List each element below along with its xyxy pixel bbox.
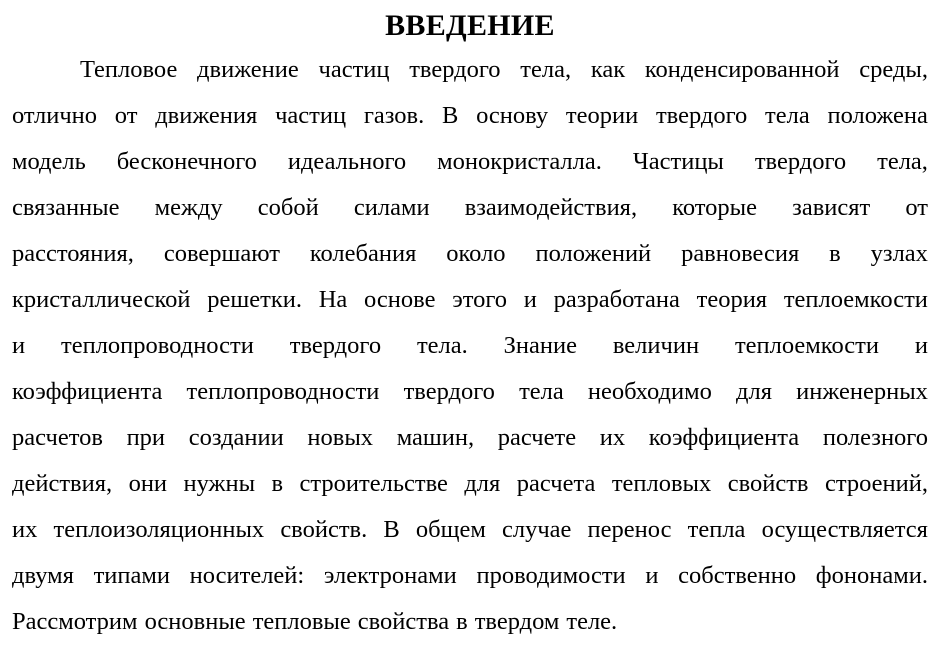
paragraph-line (12, 185, 928, 231)
paragraph-line (12, 507, 928, 553)
word: необходимо (587, 378, 712, 405)
word: проводимости (476, 562, 626, 589)
word: теле. (566, 608, 618, 635)
word: расчете (497, 424, 577, 451)
word: твердого (409, 56, 501, 83)
word: Частицы (632, 148, 724, 175)
word: тепла (687, 516, 746, 543)
word: твердого (754, 148, 847, 175)
word: расчетов (12, 424, 103, 451)
word: расстояния, (12, 240, 134, 267)
word: расчета (516, 470, 596, 497)
word: свойства (357, 608, 450, 635)
word: они (128, 470, 168, 497)
word: частиц (318, 56, 390, 83)
word: отлично (12, 102, 98, 129)
word: теплопроводности (186, 378, 380, 405)
word: которые (672, 194, 758, 221)
word: между (154, 194, 223, 221)
word: твердого (289, 332, 382, 359)
word: создании (188, 424, 284, 451)
word: в (456, 608, 468, 635)
paragraph-line (12, 323, 928, 369)
word: тепловых (611, 470, 712, 497)
word: для (464, 470, 501, 497)
word: тела. (416, 332, 468, 359)
word: Рассмотрим (12, 608, 138, 635)
word: этого (452, 286, 508, 313)
word: фононами. (815, 562, 928, 589)
word: теплопроводности (61, 332, 254, 359)
word: В (383, 516, 400, 543)
word: тела, (520, 56, 572, 83)
word: разработана (553, 286, 680, 313)
word: в (271, 470, 284, 497)
word: колебания (309, 240, 417, 267)
word: машин, (396, 424, 475, 451)
word: случае (501, 516, 572, 543)
paragraph-line (12, 47, 928, 93)
word: В (441, 102, 459, 129)
word: твердого (655, 102, 748, 129)
word: носителей: (189, 562, 305, 589)
word: теории (565, 102, 639, 129)
word: строительстве (299, 470, 448, 497)
word: при (126, 424, 166, 451)
word: перенос (587, 516, 672, 543)
word: теплоизоляционных (53, 516, 265, 543)
word: твердом (474, 608, 560, 635)
word: и (914, 332, 928, 359)
word: электронами (323, 562, 457, 589)
word: твердого (403, 378, 495, 405)
word: конденсированной (644, 56, 840, 83)
word: силами (353, 194, 430, 221)
word: движение (197, 56, 299, 83)
word: теплоемкости (734, 332, 879, 359)
paragraph-line (12, 415, 928, 461)
word: Знание (503, 332, 577, 359)
word: инженерных (796, 378, 928, 405)
word: действия, (12, 470, 113, 497)
word: узлах (870, 240, 928, 267)
word: основные (144, 608, 246, 635)
word: зависят (792, 194, 871, 221)
word: как (590, 56, 626, 83)
word: свойств. (280, 516, 368, 543)
word: теория (696, 286, 768, 313)
word: идеального (287, 148, 407, 175)
word: движения (155, 102, 258, 129)
paragraph-line (12, 139, 928, 185)
word: тела, (877, 148, 928, 175)
paragraph-line (12, 599, 928, 645)
word: полезного (822, 424, 928, 451)
paragraph-line (12, 369, 928, 415)
word: двумя (12, 562, 74, 589)
word: связанные (12, 194, 120, 221)
word: кристаллической (12, 286, 191, 313)
word: частиц (275, 102, 347, 129)
word: тепловые (252, 608, 351, 635)
word: На (318, 286, 348, 313)
paragraph-line (12, 553, 928, 599)
word: основе (364, 286, 436, 313)
word: осуществляется (761, 516, 928, 543)
word: и (523, 286, 537, 313)
word: свойств (727, 470, 809, 497)
word: нужны (183, 470, 256, 497)
word: общем (415, 516, 486, 543)
word: коэффициента (12, 378, 163, 405)
word: их (599, 424, 626, 451)
word: тела (765, 102, 810, 129)
word: собственно (678, 562, 797, 589)
word: величин (612, 332, 700, 359)
word: строений, (824, 470, 928, 497)
word: газов. (363, 102, 425, 129)
word: решетки. (207, 286, 302, 313)
introduction-paragraph (12, 46, 928, 645)
word: положена (827, 102, 928, 129)
word: взаимодействия, (464, 194, 638, 221)
word: бесконечного (116, 148, 257, 175)
word: для (736, 378, 772, 405)
word: собой (257, 194, 319, 221)
word: среды, (859, 56, 928, 83)
word: от (905, 194, 928, 221)
page-title: ВВЕДЕНИЕ (385, 9, 555, 42)
word: и (12, 332, 26, 359)
paragraph-line (12, 93, 928, 139)
word: от (114, 102, 138, 129)
word: новых (307, 424, 374, 451)
word: положений (535, 240, 652, 267)
word: около (446, 240, 506, 267)
document-page (12, 0, 928, 645)
word: их (12, 516, 38, 543)
word: совершают (163, 240, 280, 267)
word: модель (12, 148, 86, 175)
word: равновесия (681, 240, 800, 267)
paragraph-line (12, 277, 928, 323)
word: в (829, 240, 841, 267)
word: типами (93, 562, 170, 589)
word: монокристалла. (437, 148, 602, 175)
word: Тепловое (80, 56, 178, 83)
word: тела (519, 378, 564, 405)
word: и (645, 562, 659, 589)
paragraph-line (12, 231, 928, 277)
paragraph-line (12, 461, 928, 507)
word: теплоемкости (783, 286, 928, 313)
word: коэффициента (648, 424, 800, 451)
word: основу (476, 102, 549, 129)
